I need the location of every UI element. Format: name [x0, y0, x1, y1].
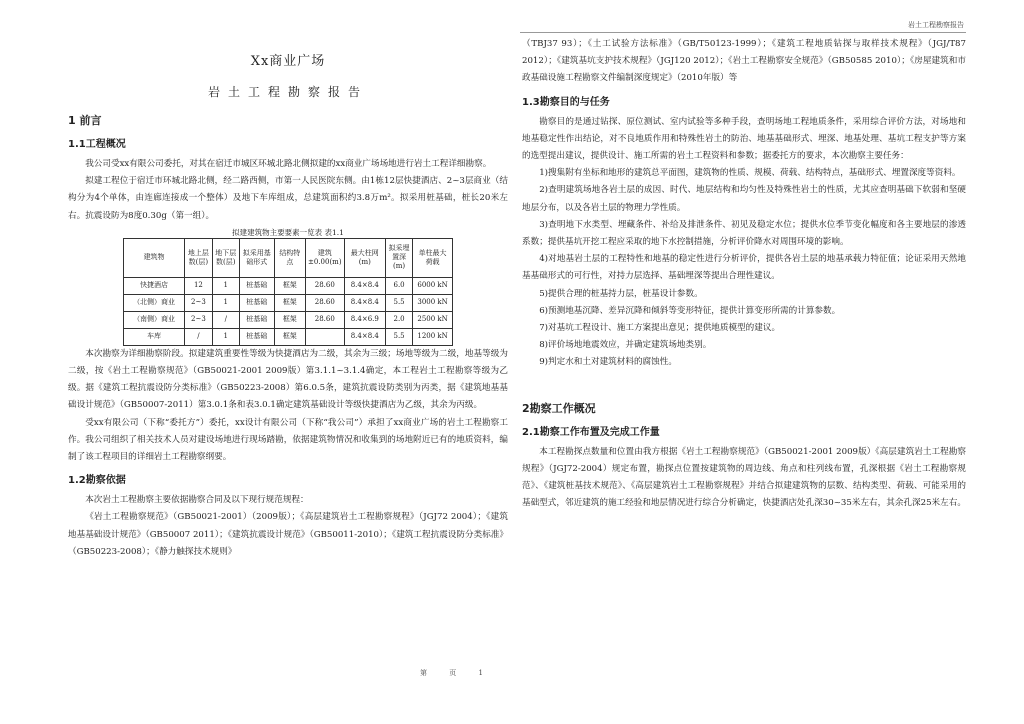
table-cell: 3000 kN	[413, 294, 453, 311]
table-row	[124, 277, 453, 294]
list-item: 6)预测地基沉降、差异沉降和倾斜等变形特征，提供计算变形所需的计算参数。	[539, 305, 841, 316]
table-header-cell: 建筑物	[124, 238, 185, 277]
table-header-cell: 建筑±0.00(m)	[306, 238, 345, 277]
table-header-cell: 拟采用基础形式	[239, 238, 274, 277]
table-cell: 1	[212, 277, 239, 294]
table-cell	[306, 328, 345, 345]
table-cell: 8.4×8.4	[344, 294, 385, 311]
running-header: 岩土工程勘察报告	[908, 21, 964, 29]
section-2-1-heading: 2.1勘察工作布置及完成工作量	[522, 426, 660, 438]
table-header-cell: 最大柱网(m)	[344, 238, 385, 277]
list-item: 1)搜集附有坐标和地形的建筑总平面图，建筑物的性质、规模、荷载、结构特点，基础形式、埋置深度等资料。	[539, 168, 961, 179]
list-item: 3)查明地下水类型、埋藏条件、补给及排泄条件、初见及稳定水位；提供水位季节变化幅度和各主要地层的渗透系数；提供基坑开挖工程应采取的地下水控制措施，分析评价降水对周围环境的影响。	[522, 219, 966, 248]
paragraph: 受xx有限公司（下称“委托方”）委托，xx设计有限公司（下称“我公司”）承担了xx商业广场的岩土工程勘察工作。我公司组织了相关技术人员对建设场地进行现场踏勘，依据建筑物情况和收集到的场地附近已有的地质资料，编制了该工程项目的详细岩土工程勘察纲要。	[68, 417, 508, 463]
document-subtitle: 岩土工程勘察报告	[207, 85, 368, 99]
spacer	[522, 372, 966, 390]
paragraph: 本工程勘探点数量和位置由我方根据《岩土工程勘察规范》（GB50021-2001 2009版）《高层建筑岩土工程勘察规程》（JGJ72-2004）规定布置，勘探点位置按建筑物的周边线、角点和柱列线布置，孔深根据《岩土工程勘察规范》、《建筑桩基技术规范》、《高层建筑岩土工程勘察规程》并结合拟建建筑物的层数、结构类型、荷载、可能采用的基础型式，邻近建筑的施工经验和地层情况进行综合分析确定，快捷酒店处孔深30~35米左右，其余孔深25米左右。	[522, 446, 966, 509]
right-column	[522, 36, 966, 512]
list-item: 5)提供合理的桩基持力层，桩基设计参数。	[539, 288, 703, 299]
section-2-heading: 2勘察工作概况	[522, 401, 596, 415]
paragraph: （TBJ37 93）；《土工试验方法标准》（GB/T50123-1999）；《建筑工程地质钻探与取样技术规程》（JGJ/T87 2012）；《建筑基坑支护技术规程》（JGJ120 2012）；《岩土工程勘察安全规范》（GB50585 2010）；《房屋建筑和市政基础设施工程勘察文件编制深度规定》（2010年版）等	[522, 39, 966, 84]
table-cell: （南侧）商业	[124, 311, 185, 328]
table-cell: （北侧）商业	[124, 294, 185, 311]
table-cell: 框架	[274, 328, 305, 345]
paragraph: 拟建工程位于宿迁市环城北路北侧，经二路西侧，市第一人民医院东侧。由1栋12层快捷酒店、2~3层商业（结构分为4个单体，由连廊连接成一个整体）及地下车库组成，总建筑面积约3.8万m²。拟采用桩基础，桩长20米左右。抗震设防为8度0.30g（第一组）。	[68, 176, 508, 221]
table-cell: 28.60	[306, 277, 345, 294]
list-item: 4)对地基岩土层的工程特性和地基的稳定性进行分析评价，提供各岩土层的地基承载力特征值；论证采用天然地基基础形式的可行性，对持力层选择、基础埋深等提出合理性建议。	[522, 254, 966, 282]
table-row	[124, 311, 453, 328]
paragraph: 我公司受xx有限公司委托，对其在宿迁市城区环城北路北侧拟建的xx商业广场场地进行岩土工程详细勘察。	[85, 159, 492, 169]
table-header-cell: 地下层数(层)	[212, 238, 239, 277]
table-row	[124, 328, 453, 345]
left-column	[68, 36, 508, 561]
table-header-row	[124, 238, 453, 277]
paragraph: 勘察目的是通过钻探、原位测试、室内试验等多种手段，查明场地工程地质条件，采用综合评价方法，对场地和地基稳定性作出结论，对不良地质作用和特殊性岩土的防治、地基基础形式、埋深、地基处理、基坑工程支护等方案的选型提出建议，提供设计、施工所需的岩土工程资料和参数；据委托方的要求，本次勘察主要任务：	[522, 116, 966, 162]
table-cell: 12	[185, 277, 213, 294]
list-item: 7)对基坑工程设计、施工方案提出意见；提供地质模型的建议。	[539, 323, 781, 334]
table-cell: 8.4×8.4	[344, 328, 385, 345]
page-footer: 第 页 1	[420, 669, 493, 677]
table-cell: 5.5	[386, 294, 413, 311]
table-header-cell: 单柱最大荷载	[413, 238, 453, 277]
table-header-cell: 地上层数(层)	[185, 238, 213, 277]
table-cell: 6.0	[386, 277, 413, 294]
table-cell: 5.5	[386, 328, 413, 345]
table-cell: 2500 kN	[413, 311, 453, 328]
table-cell: 框架	[274, 294, 305, 311]
table-cell: 2~3	[185, 294, 213, 311]
table-cell: 快捷酒店	[124, 277, 185, 294]
building-spec-table	[123, 238, 453, 346]
section-1-2-heading: 1.2勘察依据	[68, 475, 126, 487]
table-cell: 28.60	[306, 311, 345, 328]
table-cell: 桩基础	[239, 311, 274, 328]
table-cell: 2.0	[386, 311, 413, 328]
table-cell: 车库	[124, 328, 185, 345]
header-rule	[520, 32, 966, 33]
paragraph: 本次岩土工程勘察主要依据勘察合同及以下现行规范规程：	[85, 495, 309, 506]
paragraph: 本次勘察为详细勘察阶段。拟建建筑重要性等级为快捷酒店为二级，其余为三级；场地等级为二级，地基等级为二级，按《岩土工程勘察规范》（GB50021-2001 2009版）第3.1.1~3.1.4确定，本工程岩土工程勘察等级为乙级。据《建筑工程抗震设防分类标准》（GB50223-2008）第6.0.5条，建筑抗震设防类别为丙类，据《建筑地基基础设计规范》（GB50007-2011）第3.0.1条和表3.0.1确定建筑基础设计等级快捷酒店为乙级，其余为丙级。	[68, 348, 508, 411]
table-cell: 框架	[274, 277, 305, 294]
table-cell: 28.60	[306, 294, 345, 311]
table-cell: 2~3	[185, 311, 213, 328]
table-cell: 6000 kN	[413, 277, 453, 294]
list-item: 8)评价场地地震效应，并确定建筑场地类别。	[539, 340, 712, 351]
table-cell: 1200 kN	[413, 328, 453, 345]
section-1-3-heading: 1.3勘察目的与任务	[522, 96, 610, 108]
document-title: Xx商业广场	[250, 54, 326, 69]
table-cell: 桩基础	[239, 328, 274, 345]
table-cell: 1	[212, 328, 239, 345]
table-caption: 拟建建筑物主要要素一览表 表1.1	[232, 227, 344, 237]
section-1-1-heading: 1.1工程概况	[68, 139, 126, 150]
table-cell: /	[212, 311, 239, 328]
table-cell: 1	[212, 294, 239, 311]
table-header-cell: 拟采埋置深(m)	[386, 238, 413, 277]
table-cell: 桩基础	[239, 277, 274, 294]
table-cell: 框架	[274, 311, 305, 328]
list-item: 9)判定水和土对建筑材料的腐蚀性。	[539, 357, 677, 368]
table-cell: 8.4×6.9	[344, 311, 385, 328]
section-1-heading: 1 前言	[68, 114, 102, 127]
paragraph: 《岩土工程勘察规范》（GB50021-2001）（2009版）；《高层建筑岩土工程勘察规程》（JGJ72 2004）；《建筑地基基础设计规范》（GB50007 2011）；《建筑抗震设计规范》（GB50011-2010）；《建筑工程抗震设防分类标准》（GB50223-2008）；《静力触探技术规则》	[68, 512, 508, 557]
table-row	[124, 294, 453, 311]
table-header-cell: 结构特点	[274, 238, 305, 277]
table-cell: /	[185, 328, 213, 345]
table-cell: 8.4×8.4	[344, 277, 385, 294]
table-cell: 桩基础	[239, 294, 274, 311]
list-item: 2)查明建筑场地各岩土层的成因、时代、地层结构和均匀性及特殊性岩土的性质，尤其应查明基础下软弱和坚硬地层分布，以及各岩土层的物理力学性质。	[522, 185, 966, 213]
